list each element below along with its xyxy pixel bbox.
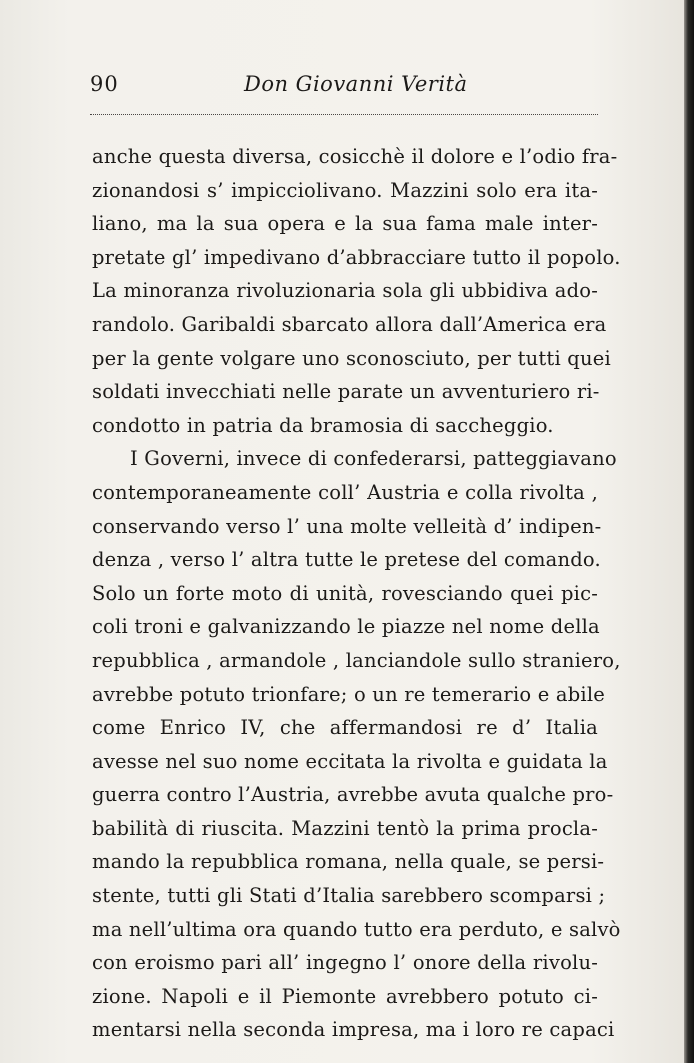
text-line: mando la repubblica romana, nella quale, se persi-: [92, 850, 605, 874]
text-line: guerra contro l’Austria, avrebbe avuta qualche pro-: [92, 783, 614, 807]
text-line: stente, tutti gli Stati d’Italia sarebbero scomparsi ;: [92, 884, 606, 908]
text-line: con eroismo pari all’ ingegno l’ onore della rivolu-: [92, 951, 598, 975]
text-line: zione. Napoli e il Piemonte avrebbero potuto ci-: [92, 984, 598, 1008]
page-number: 90: [90, 72, 119, 96]
text-line: liano, ma la sua opera e la sua fama male inter-: [92, 212, 598, 236]
text-line: coli troni e galvanizzando le piazze nel nome della: [92, 615, 600, 639]
text-line: denza , verso l’ altra tutte le pretese del comando.: [92, 548, 601, 572]
body-text: [92, 140, 621, 1047]
text-line: repubblica , armandole , lanciandole sullo straniero,: [92, 648, 621, 672]
text-line: Solo un forte moto di unità, rovesciando quei pic-: [92, 581, 598, 605]
text-line: anche questa diversa, cosicchè il dolore e l’odio fra-: [92, 145, 618, 168]
running-title: Don Giovanni Verità: [244, 72, 468, 96]
text-line: zionandosi s’ impicciolivano. Mazzini solo era ita-: [92, 178, 598, 202]
text-line: come Enrico IV, che affermandosi re d’ Italia: [92, 716, 598, 740]
text-line: contemporaneamente coll’ Austria e colla rivolta ,: [92, 480, 598, 504]
text-line: I Governi, invece di confederarsi, patteggiavano: [130, 447, 617, 471]
text-line: avrebbe potuto trionfare; o un re temerario e abile: [92, 682, 605, 706]
header-dotted-rule: [90, 114, 598, 115]
text-line: ma nell’ultima ora quando tutto era perduto, e salvò: [92, 917, 621, 941]
text-line: mentarsi nella seconda impresa, ma i loro re capaci: [92, 1018, 615, 1042]
text-line: La minoranza rivoluzionaria sola gli ubbidiva ado-: [92, 279, 598, 303]
text-line: soldati invecchiati nelle parate un avventuriero ri-: [92, 380, 600, 404]
text-line: avesse nel suo nome eccitata la rivolta e guidata la: [92, 749, 608, 773]
text-line: per la gente volgare uno sconosciuto, per tutti quei: [92, 346, 611, 370]
book-spine-shadow: [684, 0, 694, 1063]
text-line: conservando verso l’ una molte velleità d’ indipen-: [92, 514, 602, 538]
page-header: [90, 72, 610, 104]
text-line: pretate gl’ impedivano d’abbracciare tutto il popolo.: [92, 245, 621, 269]
text-line: condotto in patria da bramosia di saccheggio.: [92, 413, 554, 437]
text-line: randolo. Garibaldi sbarcato allora dall’America era: [92, 312, 607, 336]
text-line: babilità di riuscita. Mazzini tentò la prima procla-: [92, 816, 598, 840]
